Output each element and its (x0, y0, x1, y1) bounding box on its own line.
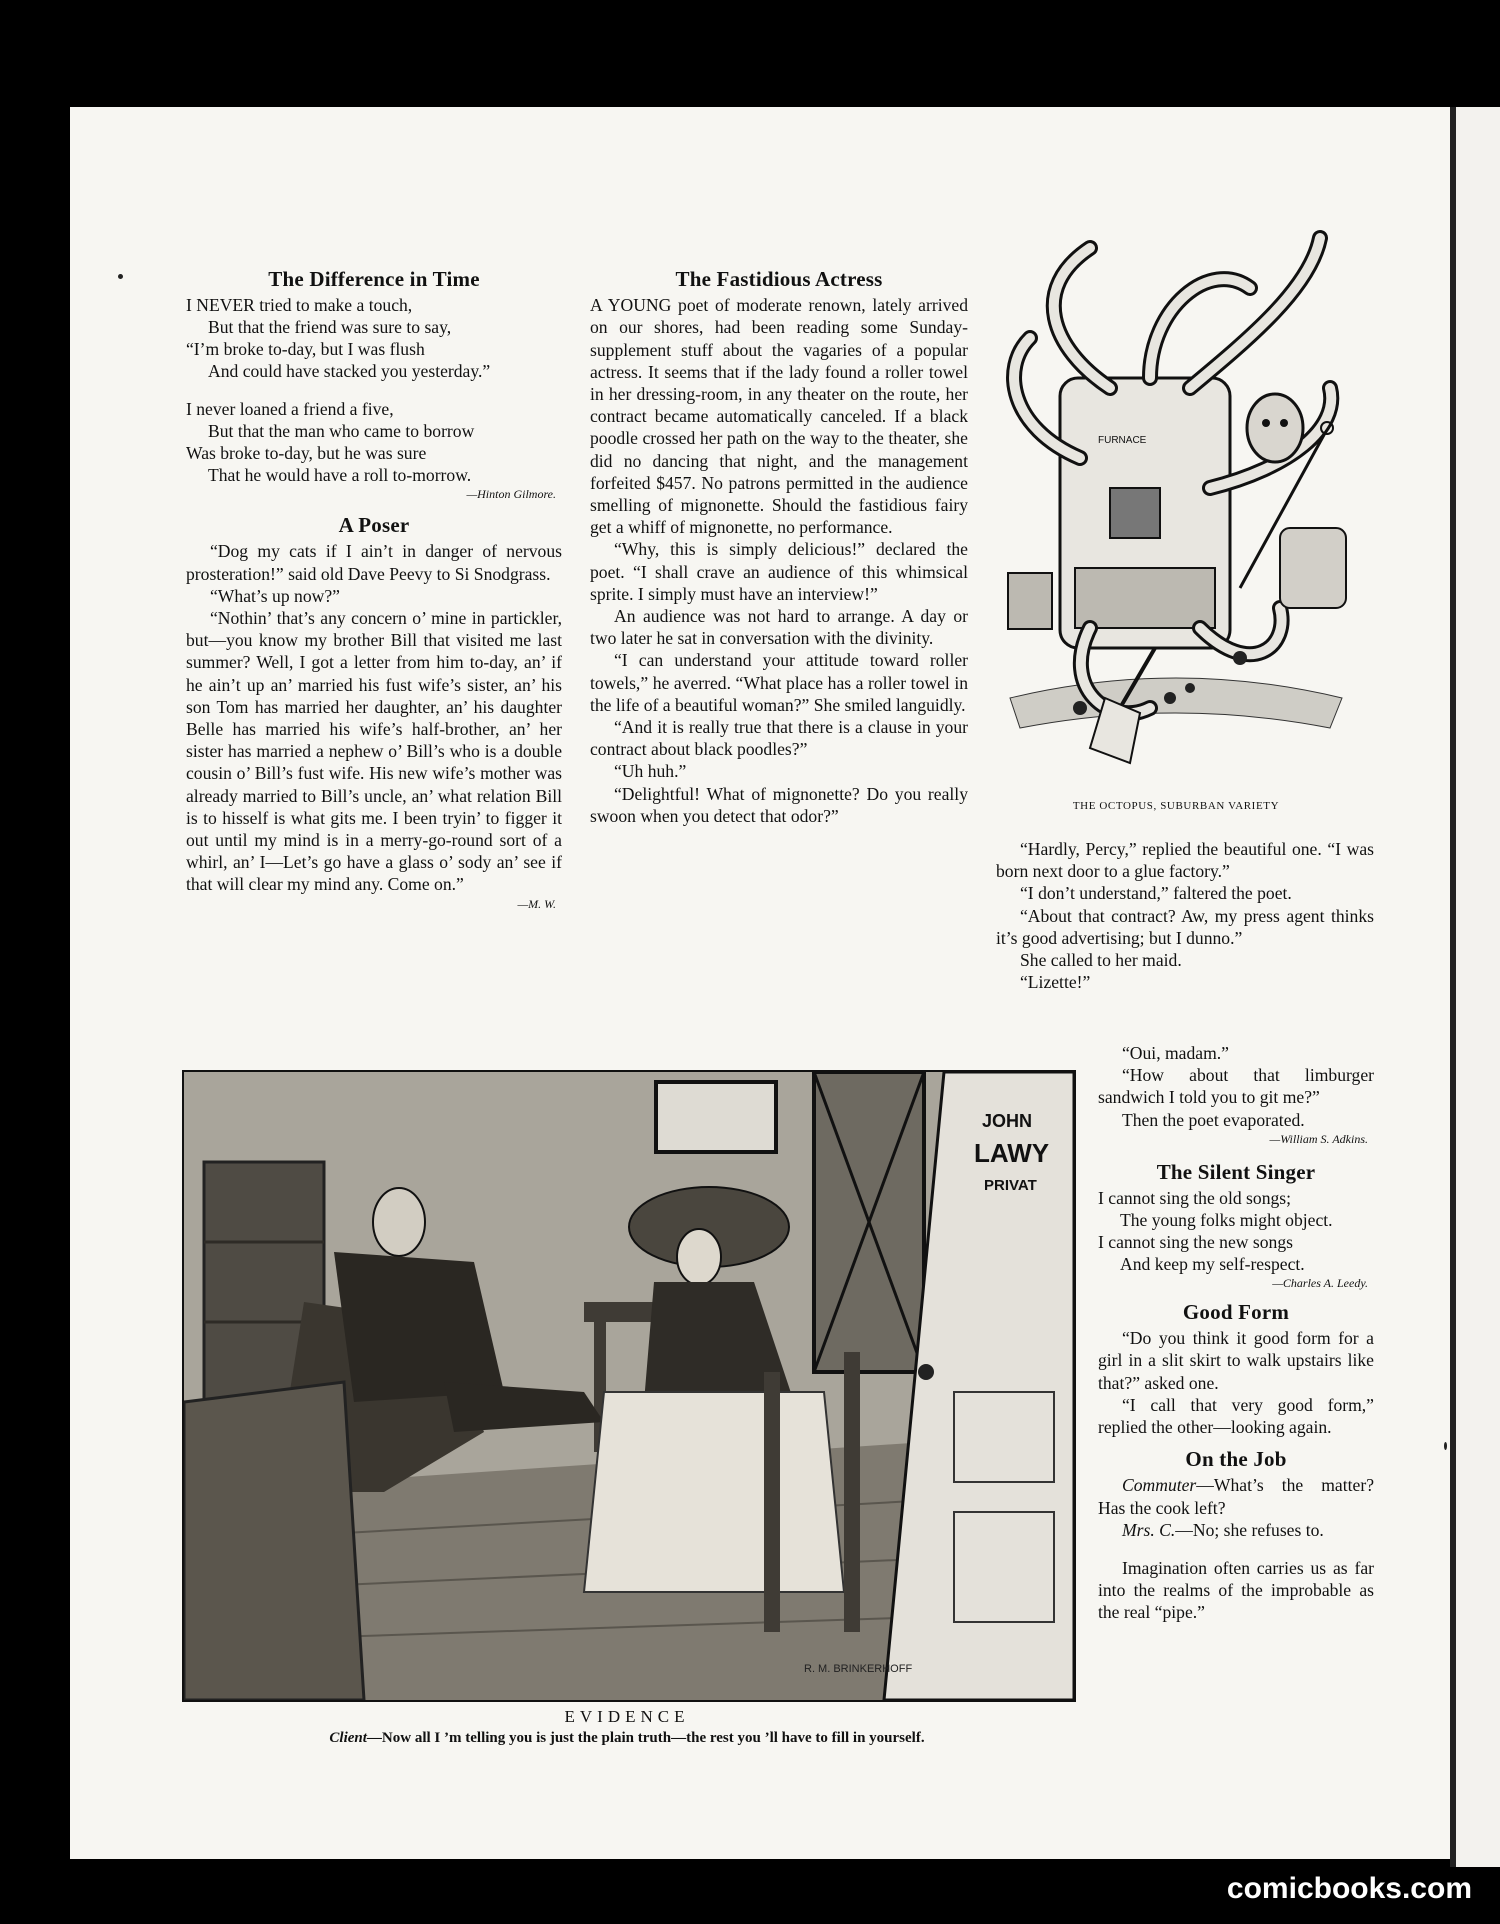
poem-difference-in-time (186, 294, 562, 486)
evidence-title: EVIDENCE (564, 1707, 690, 1726)
paragraph: She called to her maid. (1020, 950, 1182, 971)
evidence-caption (182, 1730, 1072, 1747)
poem-line: I cannot sing the old songs; (1098, 1188, 1292, 1209)
paragraph: Then the poet evaporated. (1122, 1109, 1305, 1130)
poem-line: That he would have a roll to-morrow. (208, 465, 472, 486)
paragraph: “Hardly, Percy,” replied the beautiful one. “I was born next door to a glue factory.” (996, 839, 1374, 882)
speaker-name: Mrs. C. (1122, 1519, 1176, 1540)
door-text-line3: PRIVAT (984, 1177, 1037, 1194)
story-title: The Fastidious Actress (675, 267, 883, 291)
paragraph: A YOUNG poet of moderate renown, lately arrived on our shores, had been reading some Sunday-supplement stuff about the vagaries of a popular actress. It seems that if the lady found a roller towel in her dressing-room, in any theater on the route, her contract became automatically canceled. If a black poodle crossed her path on the way to the theater, she did no dancing that night, and the management forfeited $457. No patrons permitted in the audience smelling of mignonette. Should the fastidious fairy get a whiff of mignonette, no performance. (590, 295, 968, 538)
poem-line: The young folks might object. (1120, 1210, 1333, 1231)
poem-silent-singer (1098, 1187, 1374, 1275)
door-text-line2: LAWY (974, 1138, 1050, 1168)
poem-line: And could have stacked you yesterday.” (208, 361, 491, 382)
paragraph: “Oui, madam.” (1122, 1043, 1229, 1063)
poem-line: I cannot sing the new songs (1098, 1232, 1293, 1253)
signature: —William S. Adkins. (1269, 1131, 1368, 1146)
poem-line: But that the man who came to borrow (208, 421, 475, 442)
octopus-drawing (990, 228, 1362, 788)
poem-line: I never loaned a friend a five, (186, 399, 394, 420)
paragraph: “I call that very good form,” replied the other—looking again. (1098, 1394, 1374, 1438)
paragraph: “Do you think it good form for a girl in a slit skirt to walk upstairs like that?” asked one. (1098, 1328, 1374, 1393)
paragraph: “I can understand your attitude toward roller towels,” he averred. “What place has a roller towel in the life of a beautiful woman?” She smiled languidly. (590, 650, 968, 715)
column-right-lower (1098, 1042, 1374, 1624)
poem-title: The Silent Singer (1156, 1159, 1316, 1184)
poem-line: I NEVER tried to make a touch, (186, 295, 413, 316)
paragraph: An audience was not hard to arrange. A day or two later he sat in conversation with the divinity. (590, 606, 968, 649)
signature: —M. W. (517, 896, 556, 911)
signature: —Hinton Gilmore. (466, 487, 556, 502)
poem-line: “I’m broke to-day, but I was flush (186, 339, 425, 360)
poem-line: But that the friend was sure to say, (208, 317, 452, 338)
poem-line: Was broke to-day, but he was sure (186, 443, 427, 464)
paragraph: “Why, this is simply delicious!” declared the poet. “I shall crave an audience of this whimsical sprite. I simply must have an interview!” (590, 539, 968, 604)
octopus-caption: THE OCTOPUS, SUBURBAN VARIETY (1072, 800, 1280, 812)
evidence-caption-text: —Now all I ’m telling you is just the plain truth—the rest you ’ll have to fill in yourself. (366, 1730, 925, 1746)
paragraph: “What’s up now?” (210, 585, 340, 606)
site-watermark: comicbooks.com (1226, 1872, 1472, 1905)
paragraph: “I don’t understand,” faltered the poet. (1020, 883, 1292, 904)
paragraph: “Dog my cats if I ain’t in danger of nervous prosteration!” said old Dave Peevy to Si Snodgrass. (186, 541, 562, 584)
dialogue-line (1098, 1474, 1374, 1518)
poem-line: And keep my self-respect. (1120, 1254, 1305, 1275)
furnace-label: FURNACE (1098, 435, 1147, 446)
margin-mark (1444, 1442, 1447, 1450)
next-page-edge (1450, 107, 1500, 1867)
paragraph: “And it is really true that there is a clause in your contract about black poodles?” (590, 717, 968, 760)
story-title: Good Form (1182, 1300, 1290, 1325)
paragraph: “Nothin’ that’s any concern o’ mine in partickler, but—you know my brother Bill that visited me last summer? Well, I got a letter from him to-day, an’ if he ain’t up an’ married his fust wife’s sister, an’ his son Tom has married her daughter, an’ his daughter Belle has married his wife’s half-brother, an’ her sister has married a nephew o’ Bill’s who is a double cousin o’ Bill’s fust wife. His new wife’s mother was already married to Bill’s uncle, an’ what relation Bill is to hisself is what gits me. I been tryin’ to figger it out until my mind is in a merry-go-round sort of a whirl, an’ I—Let’s go have a glass o’ sody an’ see if that will clear my mind any. Come on.” (186, 608, 562, 895)
paragraph: “How about that limburger sandwich I told you to git me?” (1098, 1065, 1374, 1108)
closing-paragraph: Imagination often carries us as far into the realms of the improbable as the real “pipe.” (1098, 1558, 1374, 1623)
poem-title: The Difference in Time (268, 267, 480, 291)
dialogue-line (1098, 1519, 1374, 1541)
column-left (186, 268, 562, 912)
story-title: On the Job (1185, 1447, 1287, 1472)
paragraph: “Lizette!” (1020, 972, 1091, 993)
margin-mark (118, 274, 123, 279)
evidence-caption-speaker: Client (329, 1730, 367, 1746)
paragraph: “Uh huh.” (614, 761, 687, 782)
column-right-upper (996, 838, 1374, 993)
evidence-illustration (182, 1070, 1076, 1702)
story-title: A Poser (338, 513, 410, 538)
column-middle (590, 268, 968, 827)
dialogue-text: —What’s the matter? Has the cook left? (1098, 1475, 1374, 1518)
evidence-drawing (184, 1072, 1074, 1700)
speaker-name: Commuter (1122, 1475, 1197, 1496)
artist-signature: R. M. BRINKERHOFF (804, 1663, 913, 1675)
octopus-illustration (990, 228, 1362, 788)
paragraph: “About that contract? Aw, my press agent thinks it’s good advertising; but I dunno.” (996, 905, 1374, 948)
signature: —Charles A. Leedy. (1272, 1276, 1368, 1291)
paragraph: “Delightful! What of mignonette? Do you really swoon when you detect that odor?” (590, 783, 968, 826)
door-text-line1: JOHN (982, 1111, 1033, 1131)
dialogue-text: —No; she refuses to. (1175, 1519, 1324, 1540)
